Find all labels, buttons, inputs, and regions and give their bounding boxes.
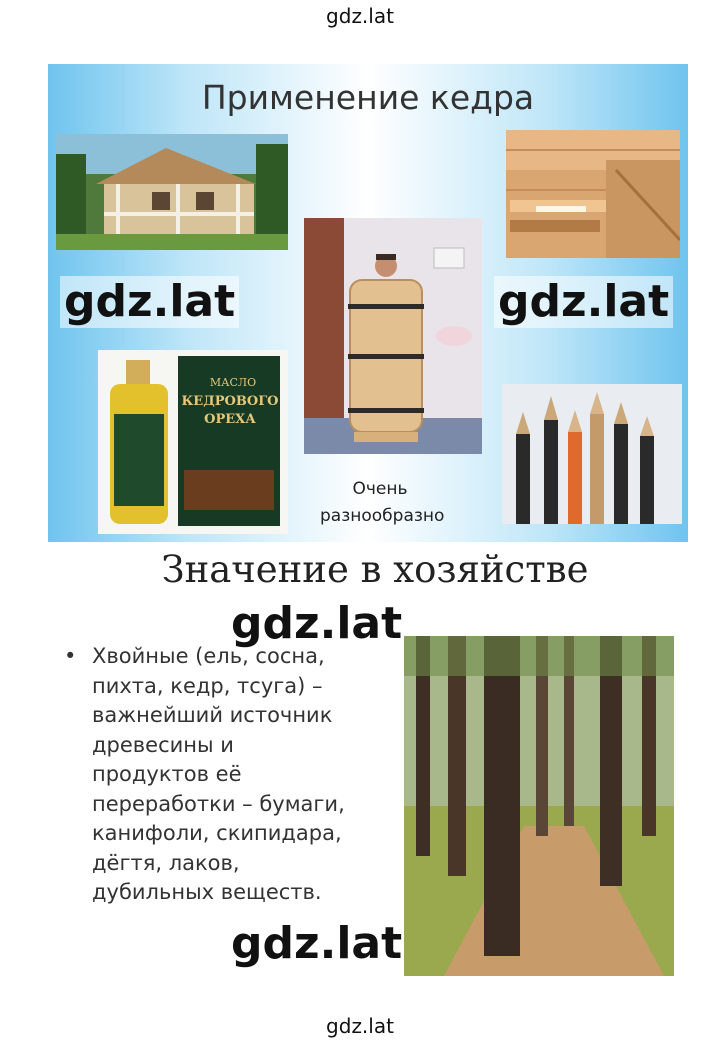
barrel-bath-photo: [304, 218, 482, 454]
site-label-bottom: gdz.lat: [326, 1014, 394, 1038]
bullet-icon: •: [64, 644, 77, 668]
watermark-left: gdz.lat: [60, 276, 239, 328]
site-label-top: gdz.lat: [326, 4, 394, 28]
oil-brand-label: МАСЛО: [209, 376, 257, 389]
pencils-photo: [502, 384, 682, 524]
text-line: важнейший источник: [92, 703, 333, 727]
watermark-right: gdz.lat: [494, 276, 673, 328]
text-line: продуктов её: [92, 762, 242, 786]
oil-label-line2: ОРЕХА: [204, 412, 256, 427]
text-line: древесины и: [92, 732, 234, 757]
slide-title: Применение кедра: [201, 78, 535, 117]
text-line: дёгтя, лаков,: [92, 850, 240, 875]
sauna-interior-photo: [506, 130, 680, 258]
watermark-bottom: gdz.lat: [227, 918, 406, 970]
text-line: дубильных веществ.: [92, 880, 322, 904]
economy-bullet-list: [62, 642, 392, 908]
wooden-house-photo: [56, 134, 288, 250]
oil-label-line1: КЕДРОВОГО: [181, 394, 279, 409]
text-line: канифоли, скипидара,: [92, 821, 342, 845]
slide-caption: Очень разнообразно: [320, 479, 445, 526]
text-line: Хвойные (ель, сосна,: [92, 644, 325, 668]
watermark-middle: gdz.lat: [227, 598, 406, 650]
bullet-item: [62, 642, 392, 908]
text-line: переработки – бумаги,: [92, 791, 345, 816]
text-line: пихта, кедр, тсуга) –: [92, 673, 323, 698]
slide-title-economy: Значение в хозяйстве: [161, 548, 589, 591]
cedar-oil-photo: [98, 350, 288, 534]
pine-forest-photo: [404, 636, 674, 976]
